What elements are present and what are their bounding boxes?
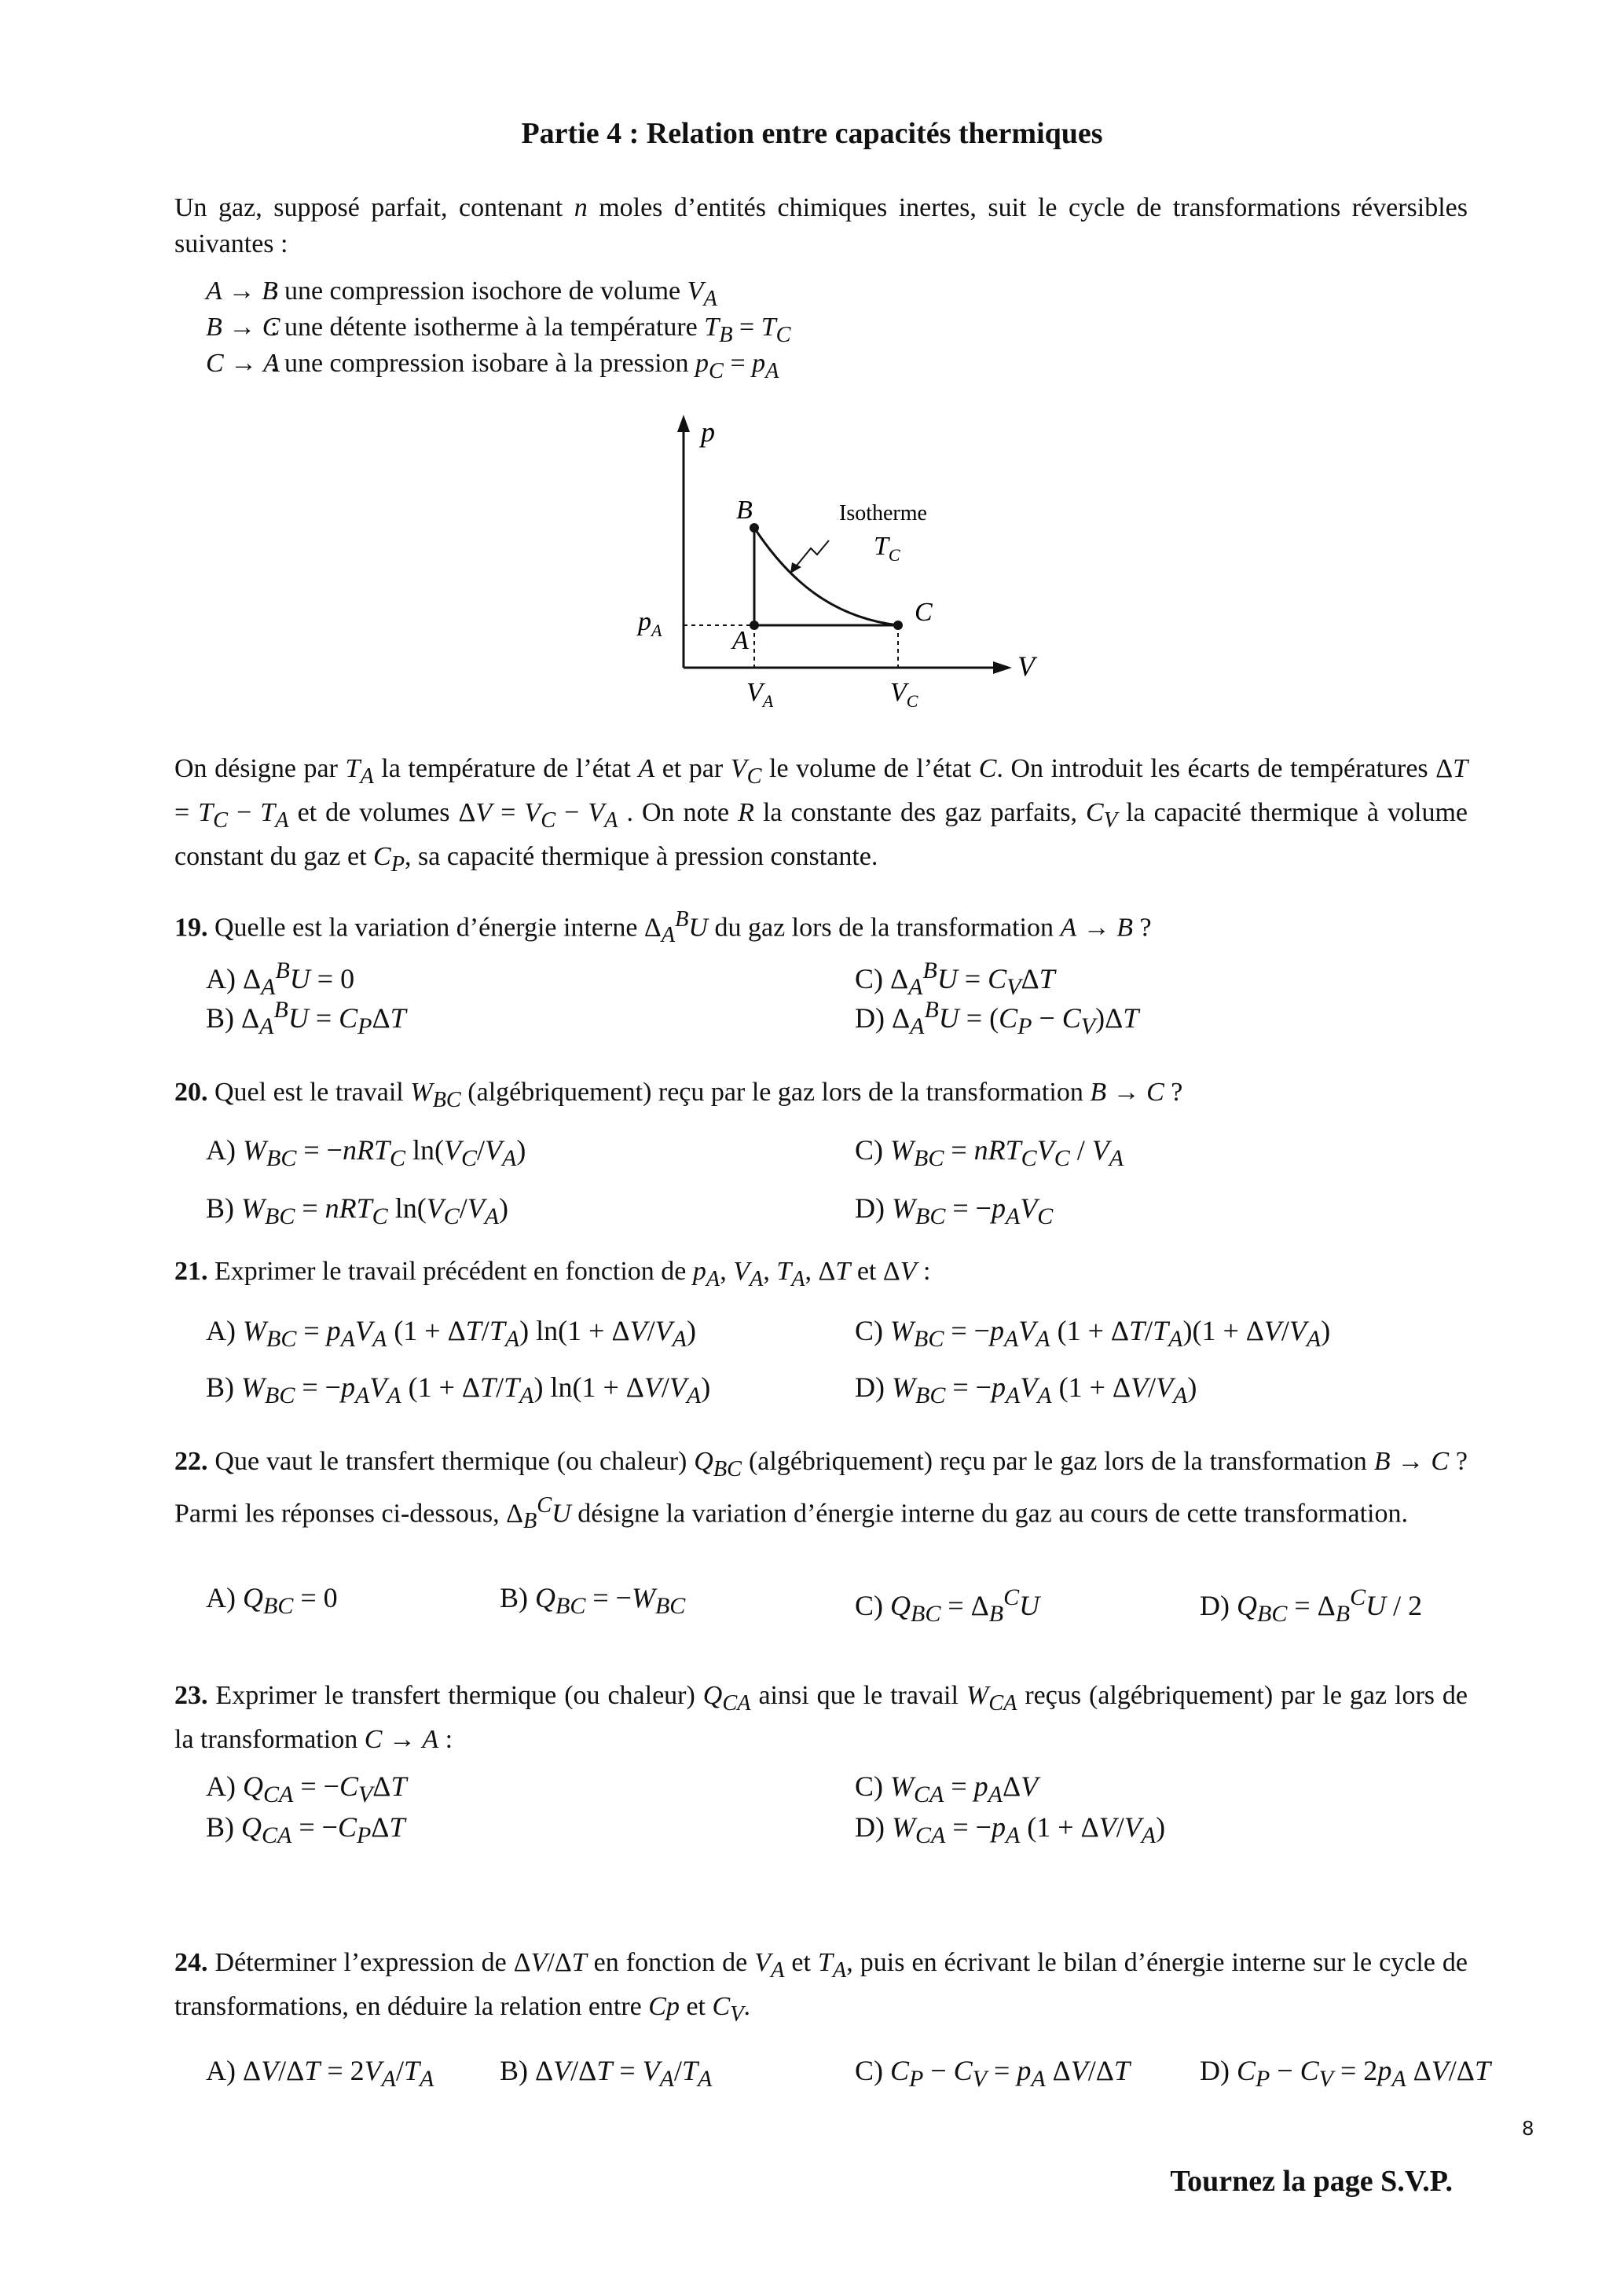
isotherm-pointer — [797, 540, 829, 566]
option-23-b[interactable]: B) $Q_{CA} = -C_P\Delta T$ — [206, 1811, 405, 1849]
question-number: 24. — [174, 1948, 208, 1977]
isotherm-pointer-head — [790, 562, 801, 573]
option-19-c[interactable]: C) $\Delta_A^BU = C_V\Delta T$ — [855, 958, 1055, 1001]
question-20: 20. Quel est le travail $W_{BC}$ (algébriquement) reçu par le gaz lors de la transformation B → C ? — [174, 1078, 1183, 1112]
p-axis-label: p — [701, 416, 715, 448]
transformation-ca — [206, 346, 779, 390]
transformation-label: B → C — [206, 313, 280, 342]
v-axis-arrow — [993, 661, 1012, 674]
option-22-a[interactable]: A) $Q_{BC} = 0$ — [206, 1582, 338, 1620]
isotherm-label: Isotherme — [839, 501, 927, 525]
footer-turn-page: Tournez la page S.V.P. — [1170, 2165, 1453, 2198]
option-24-c[interactable]: C) $C_P - C_V = p_A$ ΔV/ΔT — [855, 2055, 1130, 2093]
question-number: 19. — [174, 913, 208, 943]
option-19-b[interactable]: B) $\Delta_A^BU = C_P\Delta T$ — [206, 997, 406, 1040]
question-number: 20. — [174, 1078, 208, 1107]
point-c-label: C — [915, 598, 933, 627]
option-21-a[interactable]: A) $W_{BC} = p_AV_A$ $(1 + \Delta T/T_A)$ $\ln(1 + \Delta V/V_A)$ — [206, 1315, 696, 1353]
p-axis-arrow — [677, 415, 690, 432]
option-24-b[interactable]: B) $\Delta V/\Delta T = V_A/T_A$ — [500, 2055, 713, 2093]
question-22: 22. Que vaut le transfert thermique (ou chaleur) $Q_{BC}$ (algébriquement) reçu par le gaz lors de la transformation B → C ? Parmi les réponses ci-dessous, $\Delta_B^CU$ désigne la variation d’énergie interne du gaz au cours de cette transformation. — [174, 1447, 1468, 1533]
question-24: 24. Déterminer l’expression de ΔV/ΔT en fonction de $V_A$ et $T_A$, puis en écrivant le bilan d’énergie interne sur le cycle de transformations, en déduire la relation entre Cp et $C_V$. — [174, 1948, 1468, 2027]
option-20-b[interactable]: B) $W_{BC} = nRT_C$ $\ln(V_C/V_A)$ — [206, 1192, 509, 1230]
option-23-a[interactable]: A) $Q_{CA} = -C_V\Delta T$ — [206, 1771, 407, 1808]
intro-text: Un gaz, supposé parfait, contenant n moles d’entités chimiques inertes, suit le cycle de transformations réversibles suivantes : — [174, 193, 1468, 258]
question-19: 19. Quelle est la variation d’énergie interne $\Delta_A^BU$ du gaz lors de la transformation A → B ? — [174, 907, 1152, 948]
vc-label: $V_C$ — [890, 678, 918, 711]
question-number: 21. — [174, 1257, 208, 1286]
pa-label: $p_A$ — [638, 607, 662, 640]
option-22-d[interactable]: D) $Q_{BC} = \Delta_B^CU / 2$ — [1200, 1584, 1423, 1628]
point-a-label: A — [732, 626, 749, 655]
option-23-d[interactable]: D) $W_{CA} = -p_A$ $(1 + \Delta V/V_A)$ — [855, 1811, 1166, 1849]
transformation-text: : une compression isochore de volume $V_A$ — [270, 276, 717, 311]
point-c-dot — [893, 621, 903, 630]
page-number: 8 — [1522, 2116, 1534, 2140]
v-axis-label: V — [1017, 650, 1035, 682]
option-20-a[interactable]: A) $W_{BC} = -nRT_C$ $\ln(V_C/V_A)$ — [206, 1134, 526, 1172]
transformation-label: C → A — [206, 349, 280, 378]
question-number: 23. — [174, 1681, 208, 1710]
intro-paragraph — [174, 190, 1468, 262]
isotherm-temp-label: $T_C$ — [874, 532, 900, 565]
point-b-label: B — [736, 496, 753, 525]
option-21-c[interactable]: C) $W_{BC} = -p_AV_A$ $(1 + \Delta T/T_A)(1 + \Delta V/V_A)$ — [855, 1315, 1331, 1353]
option-23-c[interactable]: C) $W_{CA} = p_A\Delta V$ — [855, 1771, 1039, 1808]
option-20-c[interactable]: C) $W_{BC} = nRT_CV_C / V_A$ — [855, 1134, 1124, 1172]
option-20-d[interactable]: D) $W_{BC} = -p_AV_C$ — [855, 1192, 1054, 1230]
option-19-d[interactable]: D) $\Delta_A^BU = (C_P - C_V)\Delta T$ — [855, 997, 1139, 1040]
question-number: 22. — [174, 1447, 208, 1476]
option-24-a[interactable]: A) $\Delta V/\Delta T = 2V_A/T_A$ — [206, 2055, 434, 2093]
option-21-b[interactable]: B) $W_{BC} = -p_AV_A$ $(1 + \Delta T/T_A)$ $\ln(1 + \Delta V/V_A)$ — [206, 1371, 711, 1409]
section-title: Partie 4 : Relation entre capacités thermiques — [521, 117, 1103, 150]
option-22-b[interactable]: B) $Q_{BC} = -W_{BC}$ — [500, 1582, 686, 1620]
option-19-a[interactable]: A) $\Delta_A^BU = 0$ — [206, 958, 355, 1001]
pv-diagram — [629, 408, 1053, 731]
point-a-dot — [750, 621, 759, 630]
option-24-d[interactable]: D) $C_P - C_V = 2p_A$ ΔV/ΔT — [1200, 2055, 1490, 2093]
transformation-text: : une détente isotherme à la température $T_B = T_C$ — [270, 313, 791, 347]
va-label: $V_A$ — [746, 678, 774, 711]
option-21-d[interactable]: D) $W_{BC} = -p_AV_A$ $(1 + \Delta V/V_A)$ — [855, 1371, 1197, 1409]
transformation-text: : une compression isobare à la pression $p_C = p_A$ — [270, 349, 779, 383]
question-23: 23. Exprimer le transfert thermique (ou chaleur) $Q_{CA}$ ainsi que le travail $W_{CA}$ reçus (algébriquement) par le gaz lors de la transformation C → A : — [174, 1681, 1468, 1754]
option-22-c[interactable]: C) $Q_{BC} = \Delta_B^CU$ — [855, 1584, 1040, 1628]
question-21: 21. Exprimer le travail précédent en fonction de $p_A$, $V_A$, $T_A$, ΔT et ΔV : — [174, 1257, 931, 1291]
definitions-paragraph: On désigne par $T_A$ la température de l’état A et par $V_C$ le volume de l’état C. On introduit les écarts de températures $\Delta T = T_C - T_A$ et de volumes $\Delta V = V_C - V_A$ . On note R la constante des gaz parfaits, $C_V$ la capacité thermique à volume constant du gaz et $C_P$, sa capacité thermique à pression constante. — [174, 754, 1468, 877]
transformation-label: A → B — [206, 276, 278, 306]
